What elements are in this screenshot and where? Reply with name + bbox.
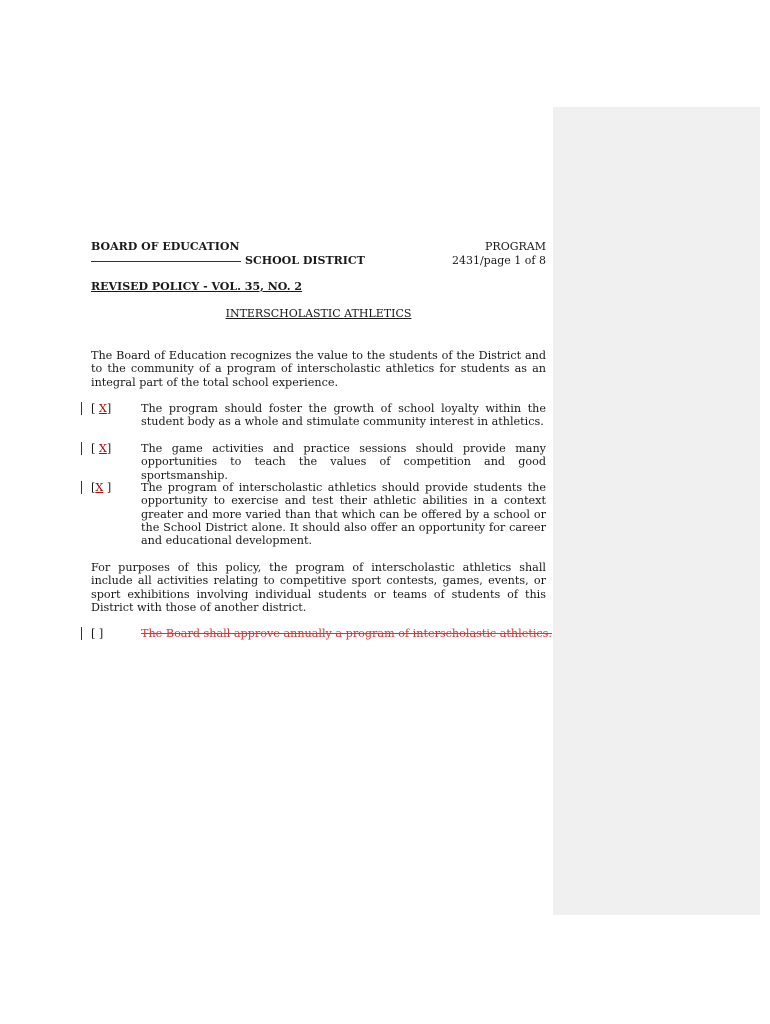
policy-item-text: The game activities and practice sessions should provide many opportunities to teach the values of competition and good sportsmanship. — [141, 442, 546, 482]
school-district-label: SCHOOL DISTRICT — [245, 254, 365, 267]
board-of-education-heading: BOARD OF EDUCATION — [91, 240, 240, 253]
option-checkbox: [X ] — [91, 481, 112, 494]
policy-title: INTERSCHOLASTIC ATHLETICS — [225, 307, 412, 320]
change-bar — [81, 402, 82, 415]
district-name-blank — [91, 261, 241, 262]
intro-paragraph: The Board of Education recognizes the value to the students of the District and to the community of a program of interscholastic athletics for students as an integral part of the total school experience. — [91, 349, 546, 389]
policy-item-text: The program should foster the growth of school loyalty within the student body as a whole and stimulate community interest in athletics. — [141, 402, 546, 429]
option-checkbox: [ X] — [91, 402, 112, 415]
school-district-line — [91, 254, 365, 267]
deleted-item-text: The Board shall approve annually a program of interscholastic athletics. — [141, 627, 552, 640]
change-bar — [81, 627, 82, 640]
comment-pane — [553, 107, 760, 915]
option-checkbox: [ ] — [91, 627, 104, 640]
change-bar — [81, 481, 82, 494]
change-bar — [81, 442, 82, 455]
revised-policy-label: REVISED POLICY - VOL. 35, NO. 2 — [91, 280, 303, 293]
page-reference: 2431/page 1 of 8 — [451, 254, 546, 267]
policy-item-text: The program of interscholastic athletics should provide students the opportunity to exercise and test their athletic abilities in a context greater and more varied than that which can be offered by a school or the School District alone. It should also offer an opportunity for career and educational development. — [141, 481, 546, 548]
option-checkbox: [ X] — [91, 442, 112, 455]
purposes-paragraph: For purposes of this policy, the program of interscholastic athletics shall include all activities relating to competitive sport contests, games, events, or sport exhibitions involving individual students or teams of students of this District with those of another district. — [91, 561, 546, 614]
program-label: PROGRAM — [485, 240, 546, 253]
